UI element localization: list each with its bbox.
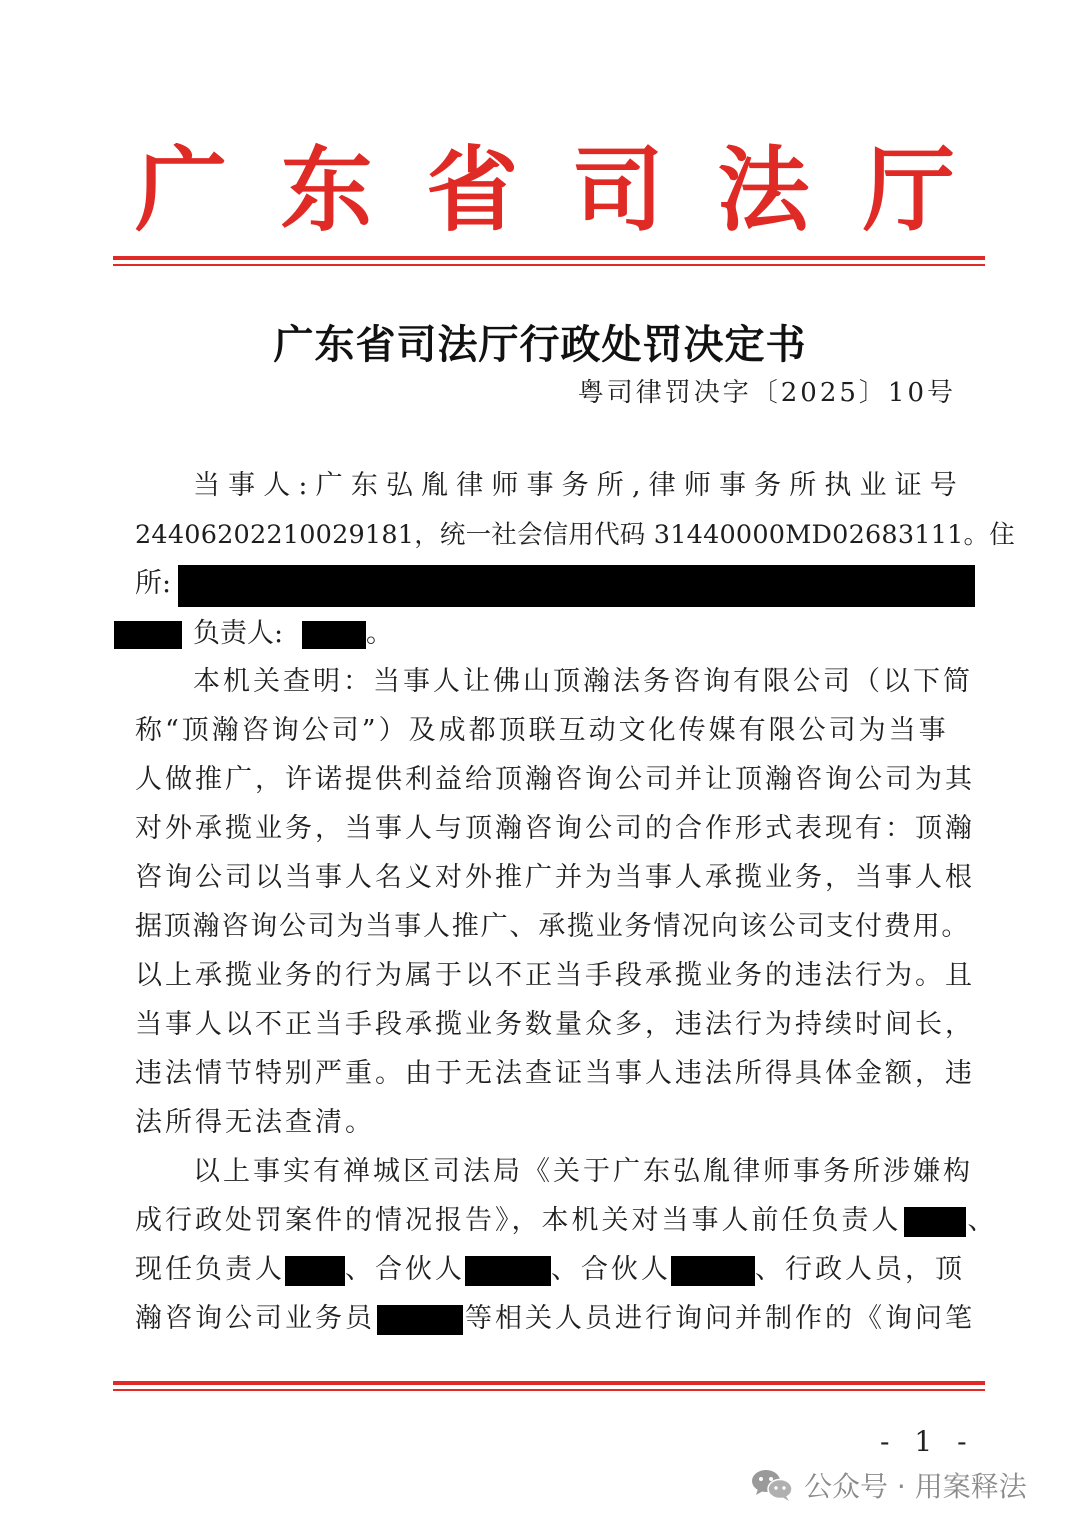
masthead-char: 东 (280, 136, 373, 244)
body-line: 以上事实有禅城区司法局《关于广东弘胤律师事务所涉嫌构 (193, 1156, 973, 1187)
body-line: 对外承揽业务，当事人与顶瀚咨询公司的合作形式表现有：顶瀚 (135, 813, 975, 844)
redaction-bar (178, 565, 975, 607)
body-line: 据顶瀚咨询公司为当事人推广、承揽业务情况向该公司支付费用。 (135, 911, 971, 942)
page-number: - 1 - (880, 1425, 975, 1458)
document-number: 粤司律罚决字〔2025〕10号 (577, 378, 956, 408)
body-line: 违法情节特别严重。由于无法查证当事人违法所得具体金额，违 (135, 1058, 975, 1089)
header-rule-thick (113, 256, 985, 260)
body-line: 人做推广，许诺提供利益给顶瀚咨询公司并让顶瀚咨询公司为其 (135, 764, 975, 795)
body-line: 当事人以不正当手段承揽业务数量众多，违法行为持续时间长， (135, 1009, 975, 1040)
redaction-bar (377, 1305, 463, 1335)
wechat-icon (750, 1467, 794, 1503)
address-label: 所: (135, 568, 172, 599)
masthead-char: 广 (135, 136, 228, 244)
redaction-bar (904, 1207, 966, 1237)
header-rule-thin (113, 264, 985, 266)
body-line: 24406202210029181，统一社会信用代码 31440000MD02683111。住 (135, 520, 1015, 550)
body-punct: 。 (366, 618, 393, 649)
footer-rule-thick (113, 1381, 985, 1385)
document-title: 广东省司法厅行政处罚决定书 (273, 321, 807, 368)
watermark-text: 公众号 · 用案释法 (804, 1470, 1027, 1503)
body-line: 咨询公司以当事人名义对外推广并为当事人承揽业务，当事人根 (135, 862, 975, 893)
redaction-bar (465, 1256, 551, 1286)
body-line: 本机关查明：当事人让佛山顶瀚法务咨询有限公司（以下简 (193, 666, 973, 697)
body-line: 当 事 人 : 广 东 弘 胤 律 师 事 务 所 , 律 师 事 务 所 执 业 证 号 (193, 470, 957, 501)
redaction-bar (114, 621, 182, 649)
redaction-bar (671, 1256, 755, 1286)
masthead (135, 136, 955, 244)
body-line: 法所得无法查清。 (135, 1107, 375, 1138)
body-line: 成行政处罚案件的情况报告》，本机关对当事人前任负责人 、 (135, 1205, 998, 1236)
body-line: 现任负责人 、合伙人 、合伙人 、行政人员，顶 (135, 1254, 965, 1285)
masthead-char: 司 (571, 136, 664, 244)
body-line: 称“顶瀚咨询公司”）及成都顶联互动文化传媒有限公司为当事 (135, 715, 949, 746)
masthead-char: 省 (426, 136, 519, 244)
body-line: 以上承揽业务的行为属于以不正当手段承揽业务的违法行为。且 (135, 960, 975, 991)
watermark (750, 1462, 1027, 1508)
masthead-char: 厅 (862, 136, 955, 244)
redaction-bar (285, 1256, 345, 1286)
redaction-bar (302, 621, 366, 649)
responsible-person-label: 负责人: (193, 618, 284, 649)
footer-rule-thin (113, 1389, 985, 1391)
masthead-char: 法 (717, 136, 810, 244)
body-line: 瀚咨询公司业务员 等相关人员进行询问并制作的《询问笔 (135, 1303, 975, 1334)
